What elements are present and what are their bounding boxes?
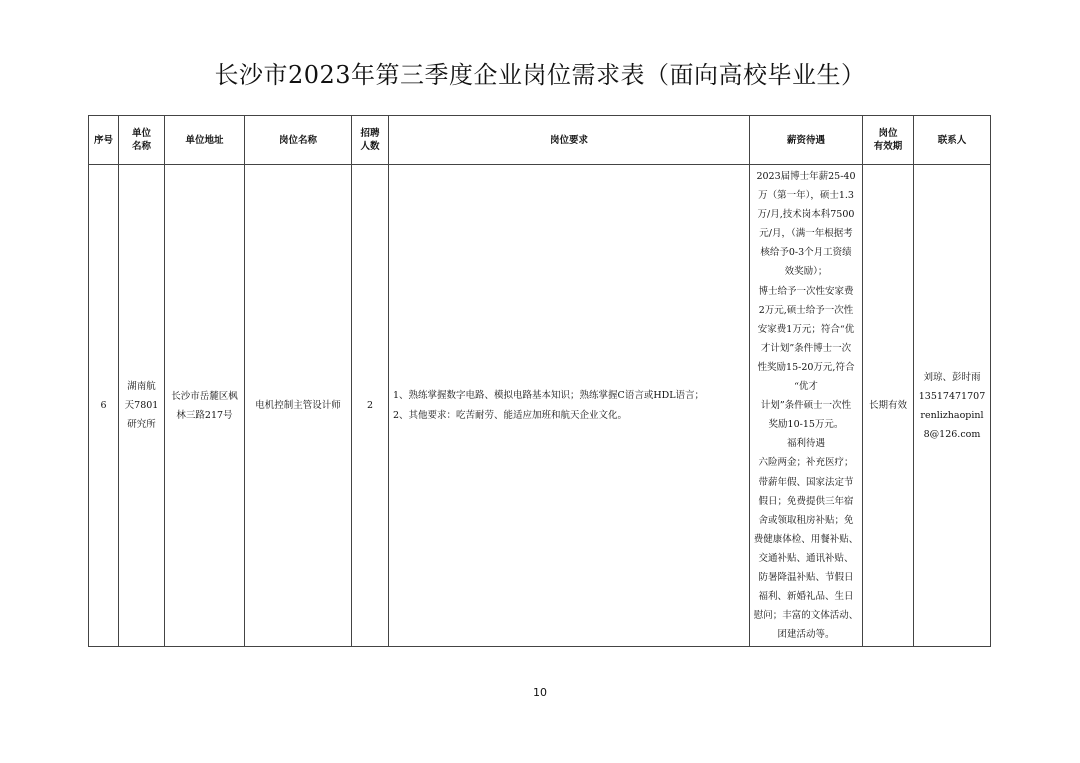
cell-recruit-count: 2 (352, 165, 389, 647)
header-unit-address: 单位地址 (165, 116, 245, 165)
cell-unit-name: 湖南航 天7801 研究所 (119, 165, 165, 647)
cell-position-name: 电机控制主管设计师 (245, 165, 352, 647)
header-seq: 序号 (89, 116, 119, 165)
cell-unit-address: 长沙市岳麓区枫 林三路217号 (165, 165, 245, 647)
page-title: 长沙市2023年第三季度企业岗位需求表（面向高校毕业生） (214, 61, 866, 89)
header-salary: 薪资待遇 (750, 116, 863, 165)
table-header-row (89, 116, 991, 165)
cell-salary: 2023届博士年薪25-40 万（第一年），硕士1.3 万/月,技术岗本科7500 元/月，（满一年根据考 核给予0-3个月工资绩 效奖励）； 博士给予一次性安家费 2万元,硕士给予一次性 安家费1万元；符合“优 才计划”条件博士一次 性奖励15-20万元,符合 “优才 计划”条件硕士一次性 奖励10-15万元。 福利待遇 六险两金；补充医疗； 带薪年假、国家法定节 假日；免费提供三年宿 舍或领取租房补贴；免 费健康体检、用餐补贴、 交通补贴、通讯补贴、 防暑降温补贴、节假日 福利、新婚礼品、生日 慰问；丰富的文体活动、 团建活动等。 (750, 165, 863, 647)
cell-validity: 长期有效 (863, 165, 914, 647)
cell-seq: 6 (89, 165, 119, 647)
page-number: 10 (533, 686, 547, 699)
cell-requirements: 1、熟练掌握数字电路、模拟电路基本知识；熟练掌握C语言或HDL语言； 2、其他要求：吃苦耐劳、能适应加班和航天企业文化。 (389, 165, 750, 647)
job-requirements-table (88, 115, 991, 647)
header-unit-name: 单位 名称 (119, 116, 165, 165)
header-position-name: 岗位名称 (245, 116, 352, 165)
table-row (89, 165, 991, 647)
header-contact: 联系人 (914, 116, 991, 165)
header-requirements: 岗位要求 (389, 116, 750, 165)
header-recruit-count: 招聘 人数 (352, 116, 389, 165)
cell-contact: 刘琼、彭时雨 13517471707 renlizhaopinl 8@126.com (914, 165, 991, 647)
header-validity: 岗位 有效期 (863, 116, 914, 165)
